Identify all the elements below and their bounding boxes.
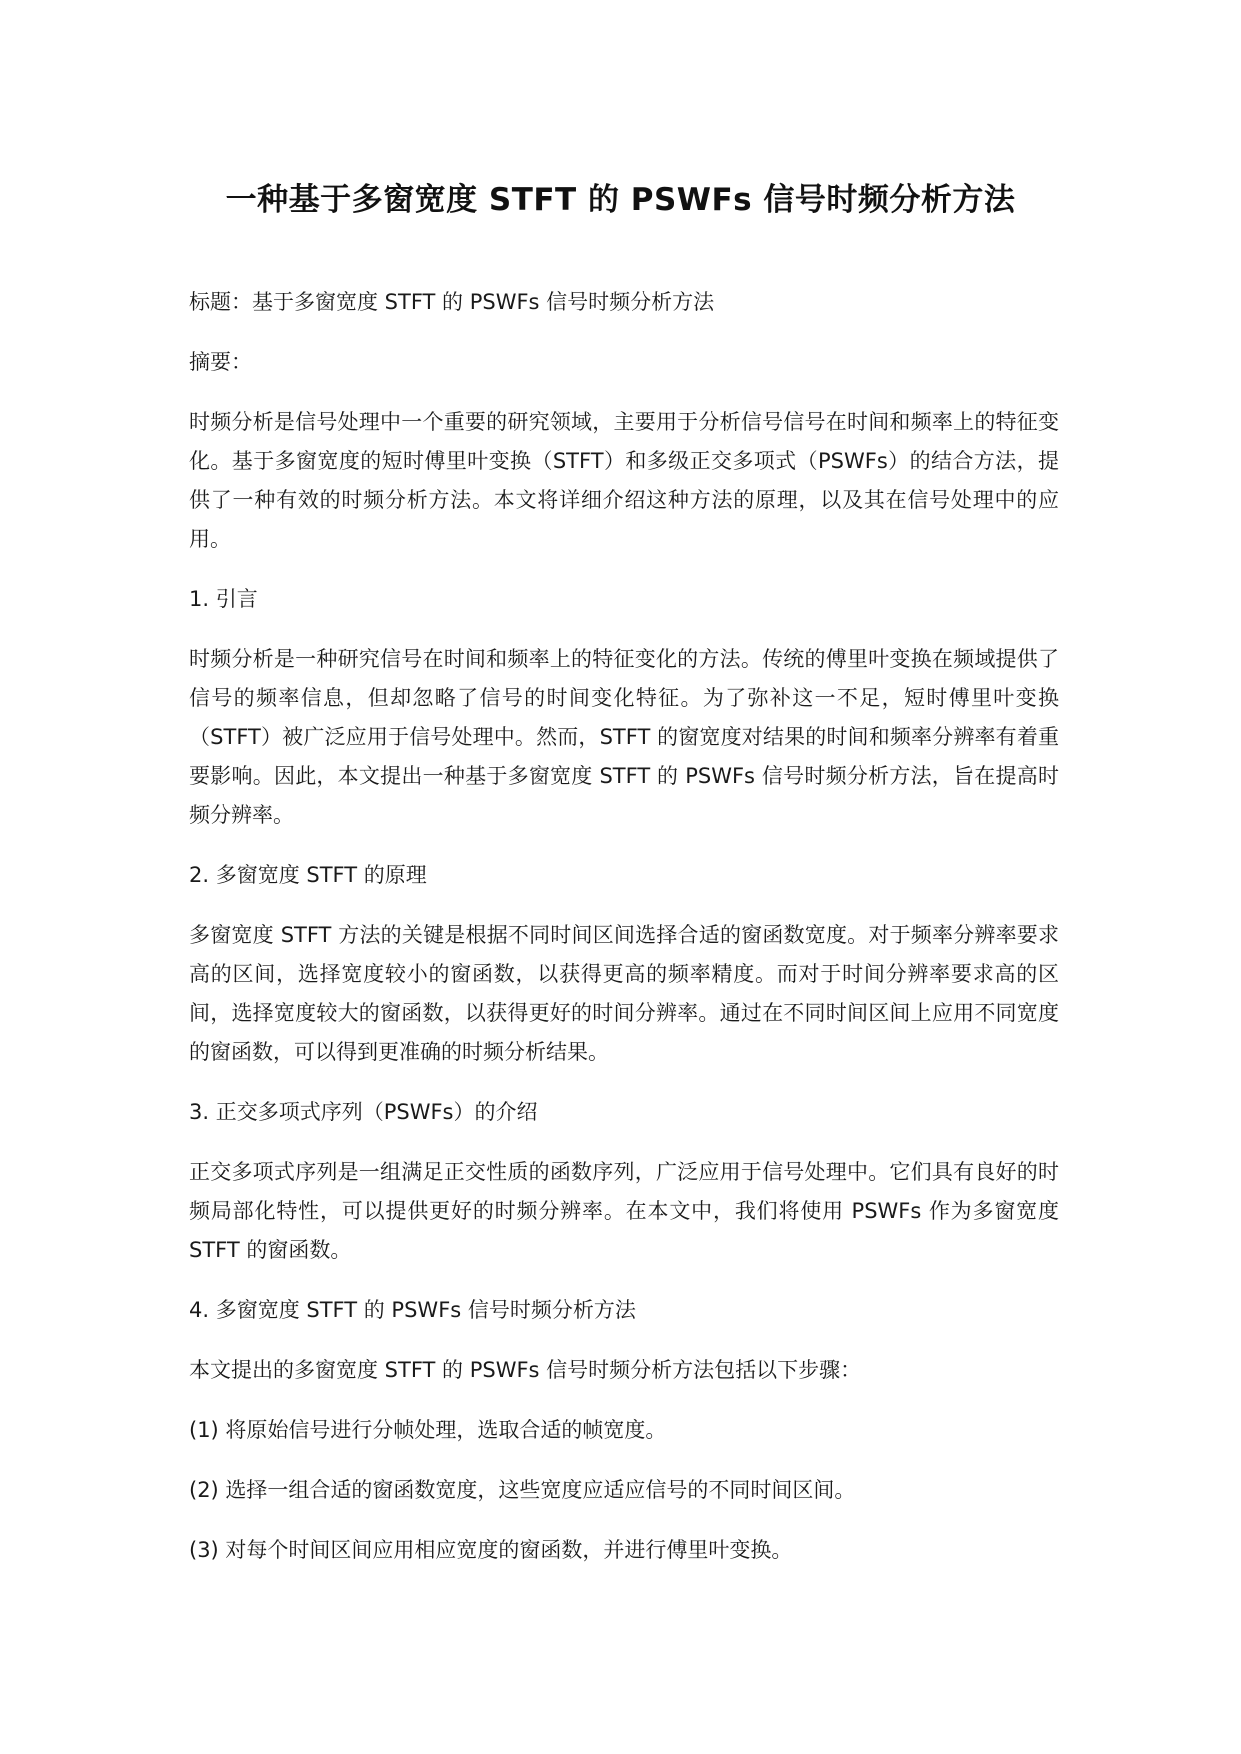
abstract-heading: 摘要： <box>189 350 252 374</box>
step-item-2: (2) 选择一组合适的窗函数宽度，这些宽度应适应信号的不同时间区间。 <box>189 1478 856 1502</box>
section-heading-4: 4. 多窗宽度 STFT 的 PSWFs 信号时频分析方法 <box>189 1298 636 1322</box>
step-item-1: (1) 将原始信号进行分帧处理，选取合适的帧宽度。 <box>189 1418 667 1442</box>
section-heading-1: 1. 引言 <box>189 587 258 611</box>
section-paragraph-2: 多窗宽度 STFT 方法的关键是根据不同时间区间选择合适的窗函数宽度。对于频率分辨率要求高的区间，选择宽度较小的窗函数，以获得更高的频率精度。而对于时间分辨率要求高的区间，选择宽度较大的窗函数，以获得更好的时间分辨率。通过在不同时间区间上应用不同宽度的窗函数，可以得到更准确的时频分析结果。 <box>189 923 1059 1064</box>
section-paragraph-4: 本文提出的多窗宽度 STFT 的 PSWFs 信号时频分析方法包括以下步骤： <box>189 1358 862 1382</box>
section-paragraph-1: 时频分析是一种研究信号在时间和频率上的特征变化的方法。传统的傅里叶变换在频域提供了信号的频率信息，但却忽略了信号的时间变化特征。为了弥补这一不足，短时傅里叶变换（STFT）被广泛应用于信号处理中。然而，STFT 的窗宽度对结果的时间和频率分辨率有着重要影响。因此，本文提出一种基于多窗宽度 STFT 的 PSWFs 信号时频分析方法，旨在提高时频分辨率。 <box>189 647 1059 827</box>
step-item-3: (3) 对每个时间区间应用相应宽度的窗函数，并进行傅里叶变换。 <box>189 1538 793 1562</box>
document-body <box>189 283 1059 1591</box>
section-heading-2: 2. 多窗宽度 STFT 的原理 <box>189 863 427 887</box>
section-heading-3: 3. 正交多项式序列（PSWFs）的介绍 <box>189 1100 538 1124</box>
abstract-paragraph: 时频分析是信号处理中一个重要的研究领域，主要用于分析信号信号在时间和频率上的特征变化。基于多窗宽度的短时傅里叶变换（STFT）和多级正交多项式（PSWFs）的结合方法，提供了一种有效的时频分析方法。本文将详细介绍这种方法的原理，以及其在信号处理中的应用。 <box>189 410 1059 551</box>
section-paragraph-3: 正交多项式序列是一组满足正交性质的函数序列，广泛应用于信号处理中。它们具有良好的时频局部化特性，可以提供更好的时频分辨率。在本文中，我们将使用 PSWFs 作为多窗宽度 STFT 的窗函数。 <box>189 1160 1059 1262</box>
title-line: 标题：基于多窗宽度 STFT 的 PSWFs 信号时频分析方法 <box>189 290 715 314</box>
document-title: 一种基于多窗宽度 STFT 的 PSWFs 信号时频分析方法 <box>225 182 1016 218</box>
